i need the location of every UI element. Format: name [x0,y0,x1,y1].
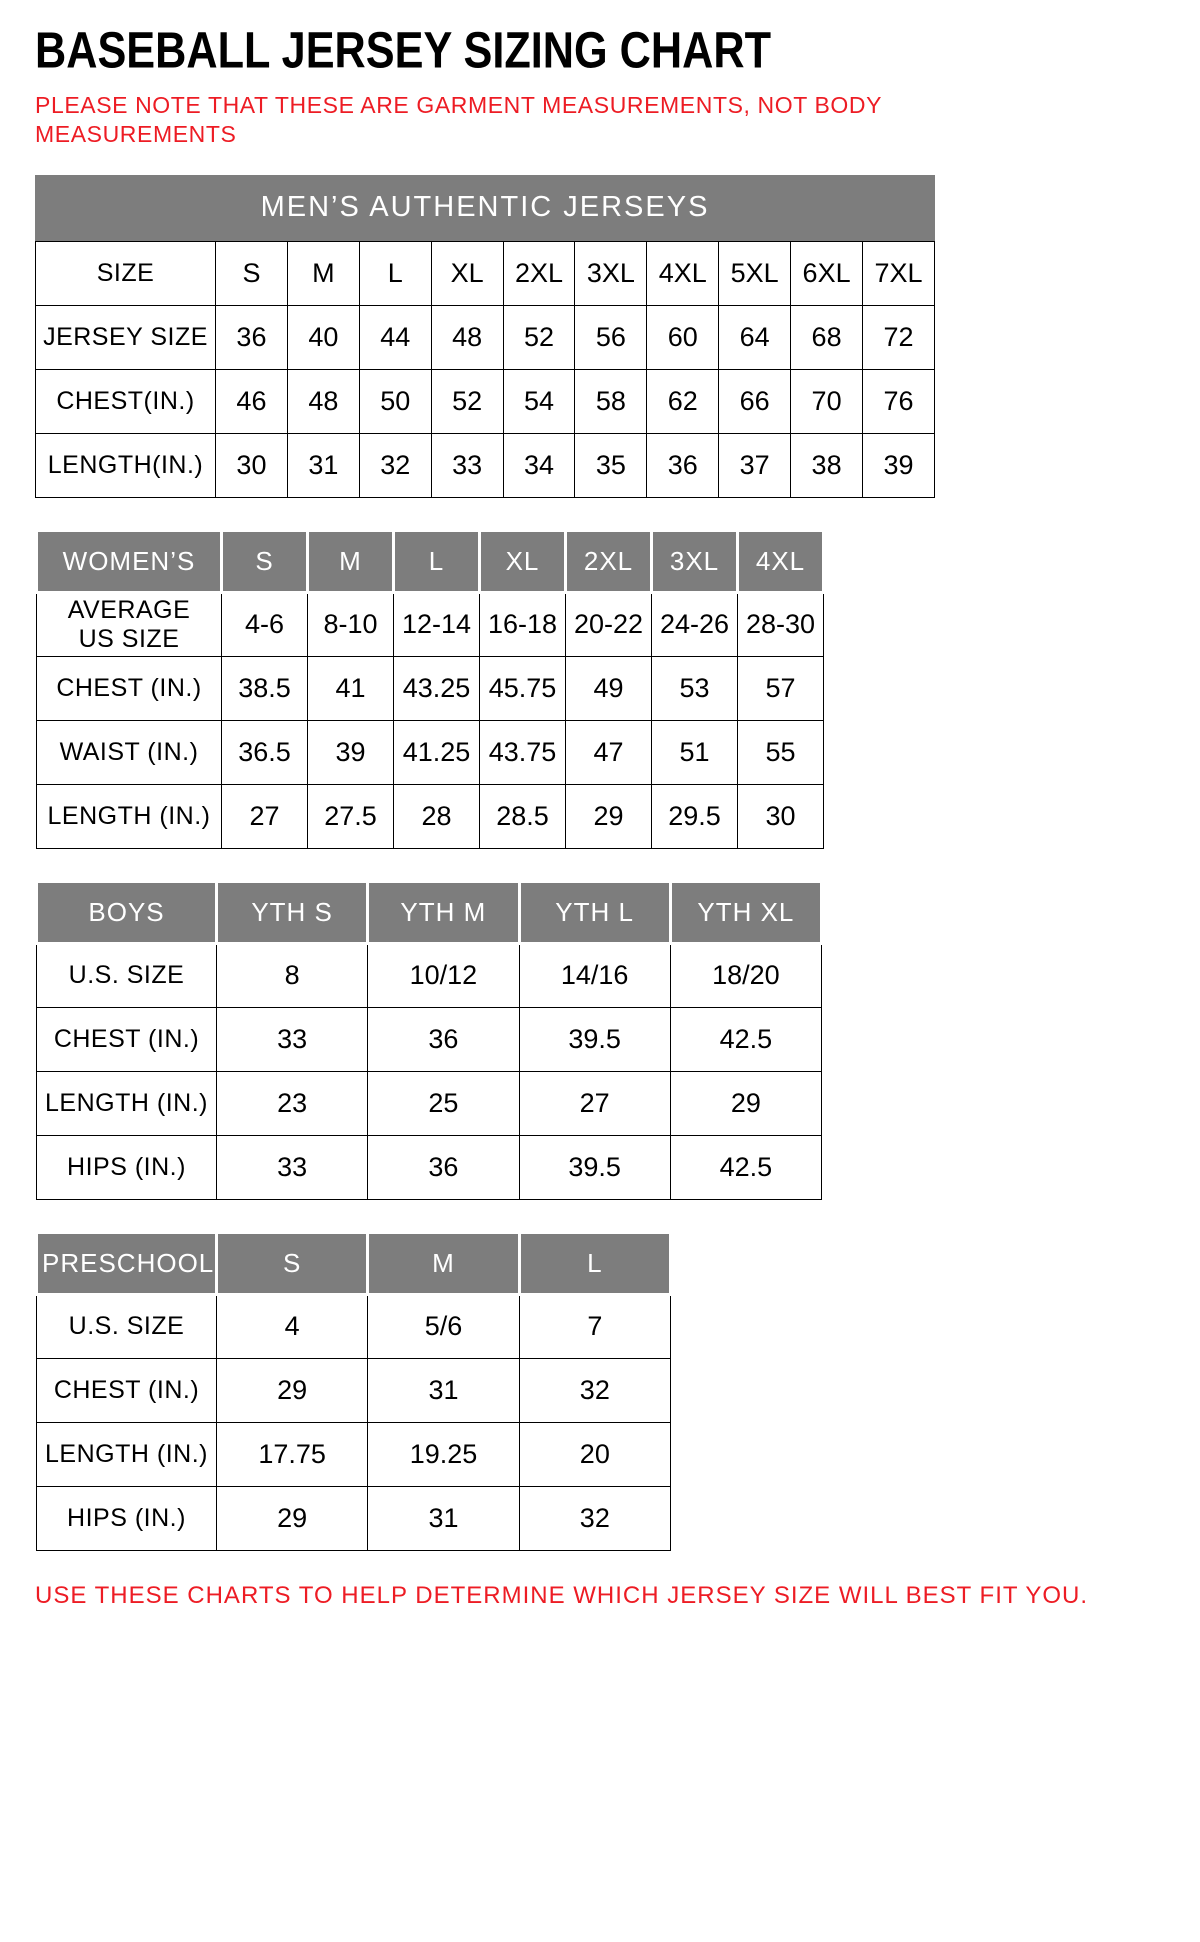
page-title: BASEBALL JERSEY SIZING CHART [35,20,771,79]
boys-value-cell: 8 [217,943,368,1007]
womens-header-cell: 4XL [738,530,824,592]
preschool-row [37,1358,671,1422]
mens-value-cell: 35 [575,433,647,497]
boys-header-cell: YTH S [217,881,368,943]
mens-value-cell: 36 [647,433,719,497]
womens-value-cell: 55 [738,720,824,784]
womens-value-cell: 39 [308,720,394,784]
mens-row-label: SIZE [36,241,216,305]
mens-value-cell: 50 [359,369,431,433]
womens-value-cell: 28-30 [738,592,824,656]
womens-value-cell: 27 [222,784,308,848]
mens-value-cell: S [216,241,288,305]
preschool-row-label: U.S. SIZE [37,1294,217,1358]
mens-table-banner: MEN’S AUTHENTIC JERSEYS [35,175,935,241]
womens-header-cell: 3XL [652,530,738,592]
mens-value-cell: 36 [216,305,288,369]
mens-value-cell: 54 [503,369,575,433]
womens-header-cell: XL [480,530,566,592]
preschool-value-cell: 19.25 [368,1422,519,1486]
boys-value-cell: 33 [217,1135,368,1199]
preschool-value-cell: 5/6 [368,1294,519,1358]
boys-value-cell: 18/20 [670,943,821,1007]
womens-value-cell: 28 [394,784,480,848]
womens-row-label: AVERAGE US SIZE [37,592,222,656]
mens-value-cell: 32 [359,433,431,497]
womens-value-cell: 8-10 [308,592,394,656]
womens-header-cell: L [394,530,480,592]
preschool-row-label: LENGTH (IN.) [37,1422,217,1486]
mens-value-cell: 39 [863,433,935,497]
preschool-value-cell: 32 [519,1486,670,1550]
mens-value-cell: XL [431,241,503,305]
mens-value-cell: 60 [647,305,719,369]
mens-value-cell: 5XL [719,241,791,305]
preschool-value-cell: 32 [519,1358,670,1422]
womens-row [37,784,824,848]
womens-value-cell: 29 [566,784,652,848]
preschool-header-row [37,1232,671,1294]
boys-row-label: HIPS (IN.) [37,1135,217,1199]
boys-row-label: U.S. SIZE [37,943,217,1007]
preschool-row [37,1486,671,1550]
preschool-value-cell: 31 [368,1486,519,1550]
mens-value-cell: 66 [719,369,791,433]
preschool-row-label: HIPS (IN.) [37,1486,217,1550]
womens-value-cell: 41.25 [394,720,480,784]
womens-row-label: CHEST (IN.) [37,656,222,720]
boys-row [37,1135,822,1199]
womens-value-cell: 16-18 [480,592,566,656]
womens-value-cell: 49 [566,656,652,720]
boys-row [37,1007,822,1071]
mens-value-cell: 68 [791,305,863,369]
boys-row [37,943,822,1007]
mens-value-cell: 2XL [503,241,575,305]
preschool-header-cell: S [217,1232,368,1294]
mens-value-cell: 31 [287,433,359,497]
mens-value-cell: 34 [503,433,575,497]
womens-value-cell: 36.5 [222,720,308,784]
boys-header-cell: YTH L [519,881,670,943]
womens-value-cell: 43.25 [394,656,480,720]
mens-value-cell: 38 [791,433,863,497]
mens-row-label: JERSEY SIZE [36,305,216,369]
mens-value-cell: 6XL [791,241,863,305]
boys-value-cell: 25 [368,1071,519,1135]
preschool-header-cell: PRESCHOOL [37,1232,217,1294]
womens-value-cell: 38.5 [222,656,308,720]
mens-value-cell: 46 [216,369,288,433]
preschool-value-cell: 29 [217,1358,368,1422]
boys-header-row [37,881,822,943]
womens-header-row [37,530,824,592]
boys-value-cell: 39.5 [519,1135,670,1199]
mens-value-cell: 72 [863,305,935,369]
mens-value-cell: 48 [287,369,359,433]
preschool-header-cell: L [519,1232,670,1294]
mens-value-cell: 48 [431,305,503,369]
mens-value-cell: 4XL [647,241,719,305]
preschool-row [37,1294,671,1358]
womens-value-cell: 43.75 [480,720,566,784]
boys-size-table [35,880,1165,1200]
womens-row [37,656,824,720]
mens-value-cell: 56 [575,305,647,369]
boys-value-cell: 10/12 [368,943,519,1007]
boys-row-label: LENGTH (IN.) [37,1071,217,1135]
womens-header-cell: WOMEN’S [37,530,222,592]
boys-header-cell: YTH M [368,881,519,943]
womens-value-cell: 53 [652,656,738,720]
mens-value-cell: 70 [791,369,863,433]
boys-table [35,880,823,1200]
boys-value-cell: 23 [217,1071,368,1135]
mens-value-cell: 76 [863,369,935,433]
boys-value-cell: 33 [217,1007,368,1071]
measurement-note: PLEASE NOTE THAT THESE ARE GARMENT MEASUREMENTS, NOT BODY MEASUREMENTS [35,92,882,147]
womens-value-cell: 41 [308,656,394,720]
womens-header-cell: 2XL [566,530,652,592]
mens-value-cell: 44 [359,305,431,369]
womens-header-cell: M [308,530,394,592]
footer-note: USE THESE CHARTS TO HELP DETERMINE WHICH JERSEY SIZE WILL BEST FIT YOU. [35,1581,1089,1609]
boys-value-cell: 36 [368,1007,519,1071]
womens-value-cell: 30 [738,784,824,848]
preschool-size-table [35,1231,1165,1551]
preschool-value-cell: 20 [519,1422,670,1486]
womens-value-cell: 4-6 [222,592,308,656]
preschool-value-cell: 31 [368,1358,519,1422]
womens-value-cell: 47 [566,720,652,784]
mens-row [36,305,935,369]
mens-row-label: LENGTH(IN.) [36,433,216,497]
womens-value-cell: 12-14 [394,592,480,656]
preschool-header-cell: M [368,1232,519,1294]
boys-row [37,1071,822,1135]
boys-value-cell: 27 [519,1071,670,1135]
mens-value-cell: 64 [719,305,791,369]
womens-row-label: LENGTH (IN.) [37,784,222,848]
mens-value-cell: 7XL [863,241,935,305]
boys-value-cell: 29 [670,1071,821,1135]
preschool-value-cell: 17.75 [217,1422,368,1486]
mens-value-cell: 33 [431,433,503,497]
womens-size-table [35,529,1165,849]
mens-row [36,433,935,497]
mens-value-cell: 58 [575,369,647,433]
boys-header-cell: BOYS [37,881,217,943]
boys-value-cell: 36 [368,1135,519,1199]
preschool-value-cell: 7 [519,1294,670,1358]
mens-value-cell: 40 [287,305,359,369]
mens-value-cell: L [359,241,431,305]
boys-value-cell: 42.5 [670,1135,821,1199]
preschool-row [37,1422,671,1486]
womens-value-cell: 51 [652,720,738,784]
mens-row [36,369,935,433]
preschool-value-cell: 29 [217,1486,368,1550]
womens-value-cell: 27.5 [308,784,394,848]
boys-value-cell: 42.5 [670,1007,821,1071]
mens-value-cell: 52 [503,305,575,369]
preschool-value-cell: 4 [217,1294,368,1358]
boys-value-cell: 39.5 [519,1007,670,1071]
preschool-row-label: CHEST (IN.) [37,1358,217,1422]
womens-value-cell: 28.5 [480,784,566,848]
mens-size-table [35,241,1165,498]
womens-value-cell: 29.5 [652,784,738,848]
womens-value-cell: 20-22 [566,592,652,656]
mens-value-cell: 62 [647,369,719,433]
womens-value-cell: 45.75 [480,656,566,720]
womens-row [37,720,824,784]
mens-value-cell: 52 [431,369,503,433]
mens-value-cell: 37 [719,433,791,497]
mens-value-cell: 3XL [575,241,647,305]
womens-row-label: WAIST (IN.) [37,720,222,784]
womens-value-cell: 24-26 [652,592,738,656]
mens-value-cell: M [287,241,359,305]
mens-row [36,241,935,305]
boys-value-cell: 14/16 [519,943,670,1007]
mens-value-cell: 30 [216,433,288,497]
womens-header-cell: S [222,530,308,592]
boys-row-label: CHEST (IN.) [37,1007,217,1071]
womens-value-cell: 57 [738,656,824,720]
preschool-table [35,1231,672,1551]
womens-table [35,529,825,849]
mens-table [35,241,935,498]
boys-header-cell: YTH XL [670,881,821,943]
mens-row-label: CHEST(IN.) [36,369,216,433]
womens-row [37,592,824,656]
